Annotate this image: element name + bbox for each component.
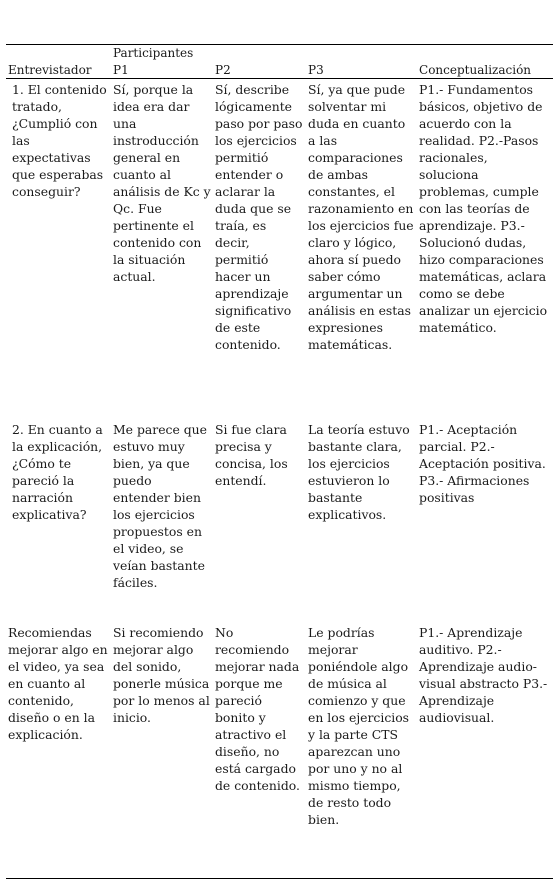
header-p1: P1 — [111, 61, 213, 79]
interview-table-container — [6, 44, 553, 879]
cell-question: 2. En cuanto a la explicación, ¿Cómo te pareció la narración explicativa? — [12, 422, 103, 522]
cell-p2: No recomiendo mejorar nada porque me pareció bonito y atractivo el diseño, no está cargado de contenido. — [213, 622, 306, 879]
interview-table — [6, 44, 553, 879]
cell-p3: Sí, ya que pude solventar mi duda en cuanto a las comparaciones de ambas constantes, el razonamiento en los ejercicios fue claro y lógico, ahora sí puedo saber cómo argumentar un análisis en estas expresiones matemáticas. — [308, 82, 414, 352]
table-body — [6, 79, 553, 879]
cell-p3: La teoría estuvo bastante clara, los ejercicios estuvieron lo bastante explicativos. — [308, 422, 410, 522]
header-blank — [417, 45, 553, 62]
cell-concept: P1.- Aprendizaje auditivo. P2.- Aprendizaje audio-visual abstracto P3.- Aprendizaje audiovisual. — [417, 622, 553, 879]
table-header — [6, 45, 553, 79]
cell-p1: Si recomiendo mejorar algo del sonido, ponerle música por lo menos al inicio. — [111, 622, 213, 879]
table-row — [6, 622, 553, 879]
cell-p2: Si fue clara precisa y concisa, los entendí. — [215, 422, 288, 488]
table-row — [6, 79, 553, 420]
table-row — [6, 419, 553, 622]
cell-p2: Sí, describe lógicamente paso por paso los ejercicios permitió entender o aclarar la duda que se traía, es decir, permitió hacer un aprendizaje significativo de este contenido. — [215, 82, 303, 352]
cell-p3: Le podrías mejorar poniéndole algo de música al comienzo y que en los ejercicios y la parte CTS aparezcan uno por uno y no al mismo tiempo, de resto todo bien. — [306, 622, 417, 879]
cell-question: 1. El contenido tratado, ¿Cumplió con las expectativas que esperabas conseguir? — [12, 82, 107, 199]
header-p3: P3 — [306, 61, 417, 79]
header-interviewer: Entrevistador — [6, 61, 111, 79]
cell-p1: Me parece que estuvo muy bien, ya que puedo entender bien los ejercicios propuestos en el video, se veían bastante fáciles. — [113, 422, 207, 590]
cell-question: Recomiendas mejorar algo en el video, ya sea en cuanto al contenido, diseño o en la explicación. — [6, 622, 111, 879]
cell-concept: P1.- Aceptación parcial. P2.- Aceptación positiva. P3.- Afirmaciones positivas — [419, 422, 546, 505]
header-participants: Participantes — [111, 45, 306, 62]
cell-p1: Sí, porque la idea era dar una instroducción general en cuanto al análisis de Kc y Qc. Fue pertinente el contenido con la situación actual. — [113, 82, 211, 284]
header-row-columns — [6, 61, 553, 79]
header-blank — [6, 45, 111, 62]
cell-concept: P1.- Fundamentos básicos, objetivo de acuerdo con la realidad. P2.-Pasos racionales, soluciona problemas, cumple con las teorías de aprendizaje. P3.- Solucionó dudas, hizo comparaciones matemáticas, aclara como se debe analizar un ejercicio matemático. — [419, 82, 548, 335]
header-blank — [306, 45, 417, 62]
header-p2: P2 — [213, 61, 306, 79]
header-row-participants — [6, 45, 553, 62]
header-conceptualization: Conceptualización — [417, 61, 553, 79]
